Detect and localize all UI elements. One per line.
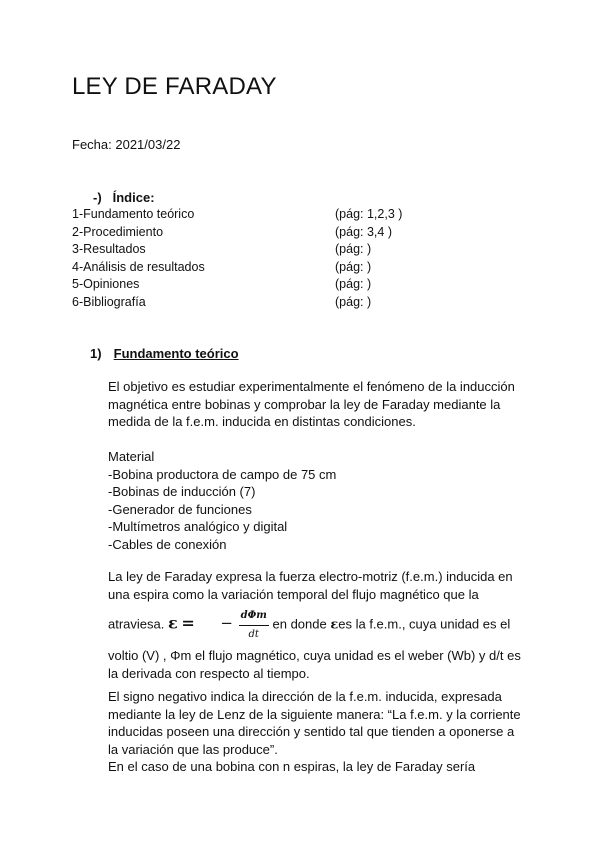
material-item: -Cables de conexión [108, 536, 227, 552]
text-line: medida de la f.e.m. inducida en distintas condiciones. [108, 414, 416, 429]
index-item-label: 2-Procedimiento [72, 224, 164, 239]
date-line: Fecha: 2021/03/22 [72, 137, 181, 152]
index-item-label: 6-Bibliografía [72, 294, 146, 309]
index-item-label: 1-Fundamento teórico [72, 207, 195, 221]
material-item: -Generador de funciones [108, 501, 252, 517]
index-title: Índice: [112, 190, 155, 205]
text-span: en donde [268, 616, 331, 632]
index-item-page: (pág: ) [335, 294, 372, 309]
fraction-numerator: dΦm [239, 607, 269, 626]
index-item-label: 5-Opiniones [72, 277, 140, 291]
materials-title: Material [108, 449, 155, 464]
derivative-fraction [239, 607, 269, 643]
index-item-label: 3-Resultados [72, 242, 146, 256]
text-line: El signo negativo indica la dirección de la f.e.m. inducida, expresada [108, 689, 502, 704]
index-item-page: (pág: ) [335, 277, 372, 291]
text-line: El objetivo es estudiar experimentalmente el fenómeno de la inducción [108, 379, 515, 394]
document-title: LEY DE FARADAY [72, 73, 277, 100]
index-item-page: (pág: 3,4 ) [335, 224, 392, 239]
text-span: es la f.e.m., cuya unidad es el [338, 616, 511, 632]
text-line: En el caso de una bobina con n espiras, la ley de Faraday sería [108, 759, 476, 774]
index-item-page: (pág: ) [335, 242, 372, 256]
text-line: voltio (V) , Φm el flujo magnético, cuya unidad es el weber (Wb) y d/t es [108, 648, 521, 663]
index-item-label: 4-Análisis de resultados [72, 259, 205, 274]
index-marker: -) [93, 190, 102, 205]
equals-sign: = [181, 613, 195, 633]
index-item-page: (pág: ) [335, 259, 372, 274]
index-heading [93, 190, 155, 205]
material-item: -Bobina productora de campo de 75 cm [108, 466, 337, 482]
material-item: -Bobinas de inducción (7) [108, 484, 256, 499]
sign-paragraph [108, 688, 521, 776]
text-line: mediante la ley de Lenz de la siguiente manera: “La f.e.m. y la corriente [108, 706, 521, 722]
minus-sign: − [220, 614, 233, 633]
fraction-denominator: dt [248, 628, 259, 640]
section-number: 1) [90, 346, 102, 361]
material-item: -Multímetros analógico y digital [108, 519, 288, 534]
objective-paragraph [108, 378, 515, 431]
text-line: la derivada con respecto al tiempo. [108, 665, 310, 681]
text-line: magnética entre bobinas y comprobar la ley de Faraday mediante la [108, 396, 501, 412]
text-span: atraviesa. [108, 616, 165, 632]
section-title: Fundamento teórico [113, 346, 239, 361]
epsilon-symbol: ε [168, 613, 178, 633]
text-line: inducidas poseen una dirección y sentido tal que tienden a oponerse a [108, 724, 515, 739]
index-item-page: (pág: 1,2,3 ) [335, 207, 403, 221]
law-paragraph [108, 568, 521, 682]
materials-block [108, 448, 336, 553]
text-line: una espira como la variación temporal del flujo magnético que la [108, 586, 479, 602]
epsilon-symbol: ε [330, 617, 339, 633]
section-heading [90, 346, 239, 361]
text-line: La ley de Faraday expresa la fuerza electro-motriz (f.e.m.) inducida en [108, 569, 513, 584]
formula-line [108, 607, 521, 643]
text-line: la variación que las produce”. [108, 741, 278, 757]
